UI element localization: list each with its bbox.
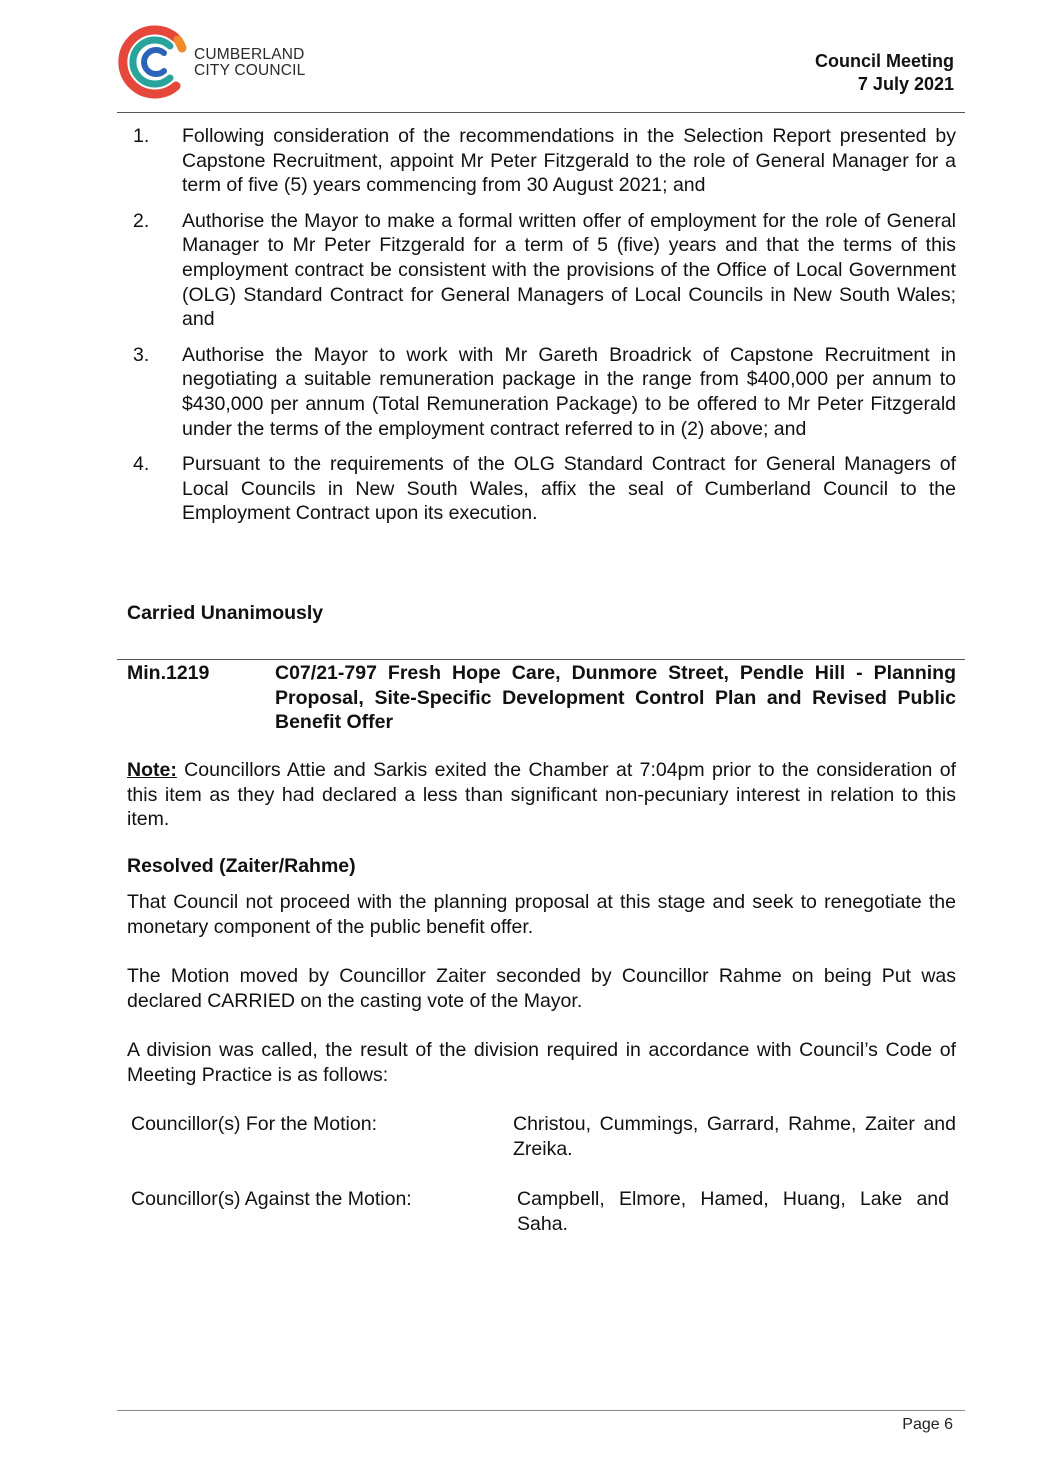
minute-number: Min.1219 — [127, 662, 210, 684]
header-divider — [117, 112, 965, 113]
resolution-text: That Council not proceed with the planning proposal at this stage and seek to renegotiate the monetary component of the public benefit offer. — [127, 891, 956, 938]
list-item-number: 1. — [133, 125, 150, 147]
list-item — [127, 452, 956, 526]
resolution-list — [127, 124, 956, 537]
council-logo — [118, 20, 308, 104]
votes-against-names: Campbell, Elmore, Hamed, Huang, Lake and Saha. — [517, 1188, 949, 1235]
minute-title: C07/21-797 Fresh Hope Care, Dunmore Street, Pendle Hill - Planning Proposal, Site-Specific Development Control Plan and Revised Public Benefit Offer — [275, 662, 956, 734]
list-item-text: Pursuant to the requirements of the OLG Standard Contract for General Managers of Local Councils in New South Wales, affix the seal of Cumberland Council to the Employment Contract upon its execution. — [182, 453, 956, 525]
meeting-date: 7 July 2021 — [857, 74, 954, 94]
list-item-text: Following consideration of the recommendations in the Selection Report presented by Capstone Recruitment, appoint Mr Peter Fitzgerald to the role of General Manager for a term of five (5) years commencing from 30 August 2021; and — [182, 125, 956, 197]
minute-divider — [117, 659, 965, 660]
list-item — [127, 343, 956, 441]
cumberland-logo-icon — [118, 20, 190, 104]
footer-divider — [117, 1410, 965, 1411]
list-item-number: 2. — [133, 209, 150, 232]
list-item-text: Authorise the Mayor to work with Mr Gareth Broadrick of Capstone Recruitment in negotiating a suitable remuneration package in the range from $400,000 per annum to $430,000 per annum (Total Remuneration Package) to be offered to Mr Peter Fitzgerald under the terms of the employment contract referred to in (2) above; and — [182, 343, 956, 440]
header-meeting-info — [815, 50, 954, 96]
logo-line-2: CITY COUNCIL — [194, 62, 306, 79]
list-item-number: 4. — [133, 453, 150, 476]
meeting-name: Council Meeting — [815, 51, 954, 71]
list-item-number: 3. — [133, 343, 150, 366]
logo-wordmark — [194, 47, 306, 79]
note-text: Councillors Attie and Sarkis exited the Chamber at 7:04pm prior to the consideration of this item as they had declared a less than significant non-pecuniary interest in relation to this item. — [127, 759, 956, 831]
logo-line-1: CUMBERLAND — [194, 46, 305, 63]
carried-status: Carried Unanimously — [127, 602, 324, 624]
votes-for-names: Christou, Cummings, Garrard, Rahme, Zaiter and Zreika. — [513, 1113, 956, 1160]
list-item — [127, 209, 956, 332]
list-item-text: Authorise the Mayor to make a formal written offer of employment for the role of General Manager to Mr Peter Fitzgerald for a term of 5 (five) years and that the terms of this employment contract be consistent with the provisions of the Office of Local Government (OLG) Standard Contract for General Managers of Local Councils in New South Wales; and — [182, 209, 956, 331]
resolved-heading: Resolved (Zaiter/Rahme) — [127, 855, 356, 877]
division-text: A division was called, the result of the division required in accordance with Council’s Code of Meeting Practice is as follows: — [127, 1039, 956, 1086]
votes-against-label: Councillor(s) Against the Motion: — [131, 1188, 412, 1210]
note-label: Note: — [127, 759, 177, 781]
page-number: Page 6 — [902, 1416, 953, 1433]
note-paragraph — [127, 758, 956, 832]
motion-text: The Motion moved by Councillor Zaiter seconded by Councillor Rahme on being Put was declared CARRIED on the casting vote of the Mayor. — [127, 965, 956, 1012]
votes-for-label: Councillor(s) For the Motion: — [131, 1113, 377, 1135]
list-item — [127, 124, 956, 198]
